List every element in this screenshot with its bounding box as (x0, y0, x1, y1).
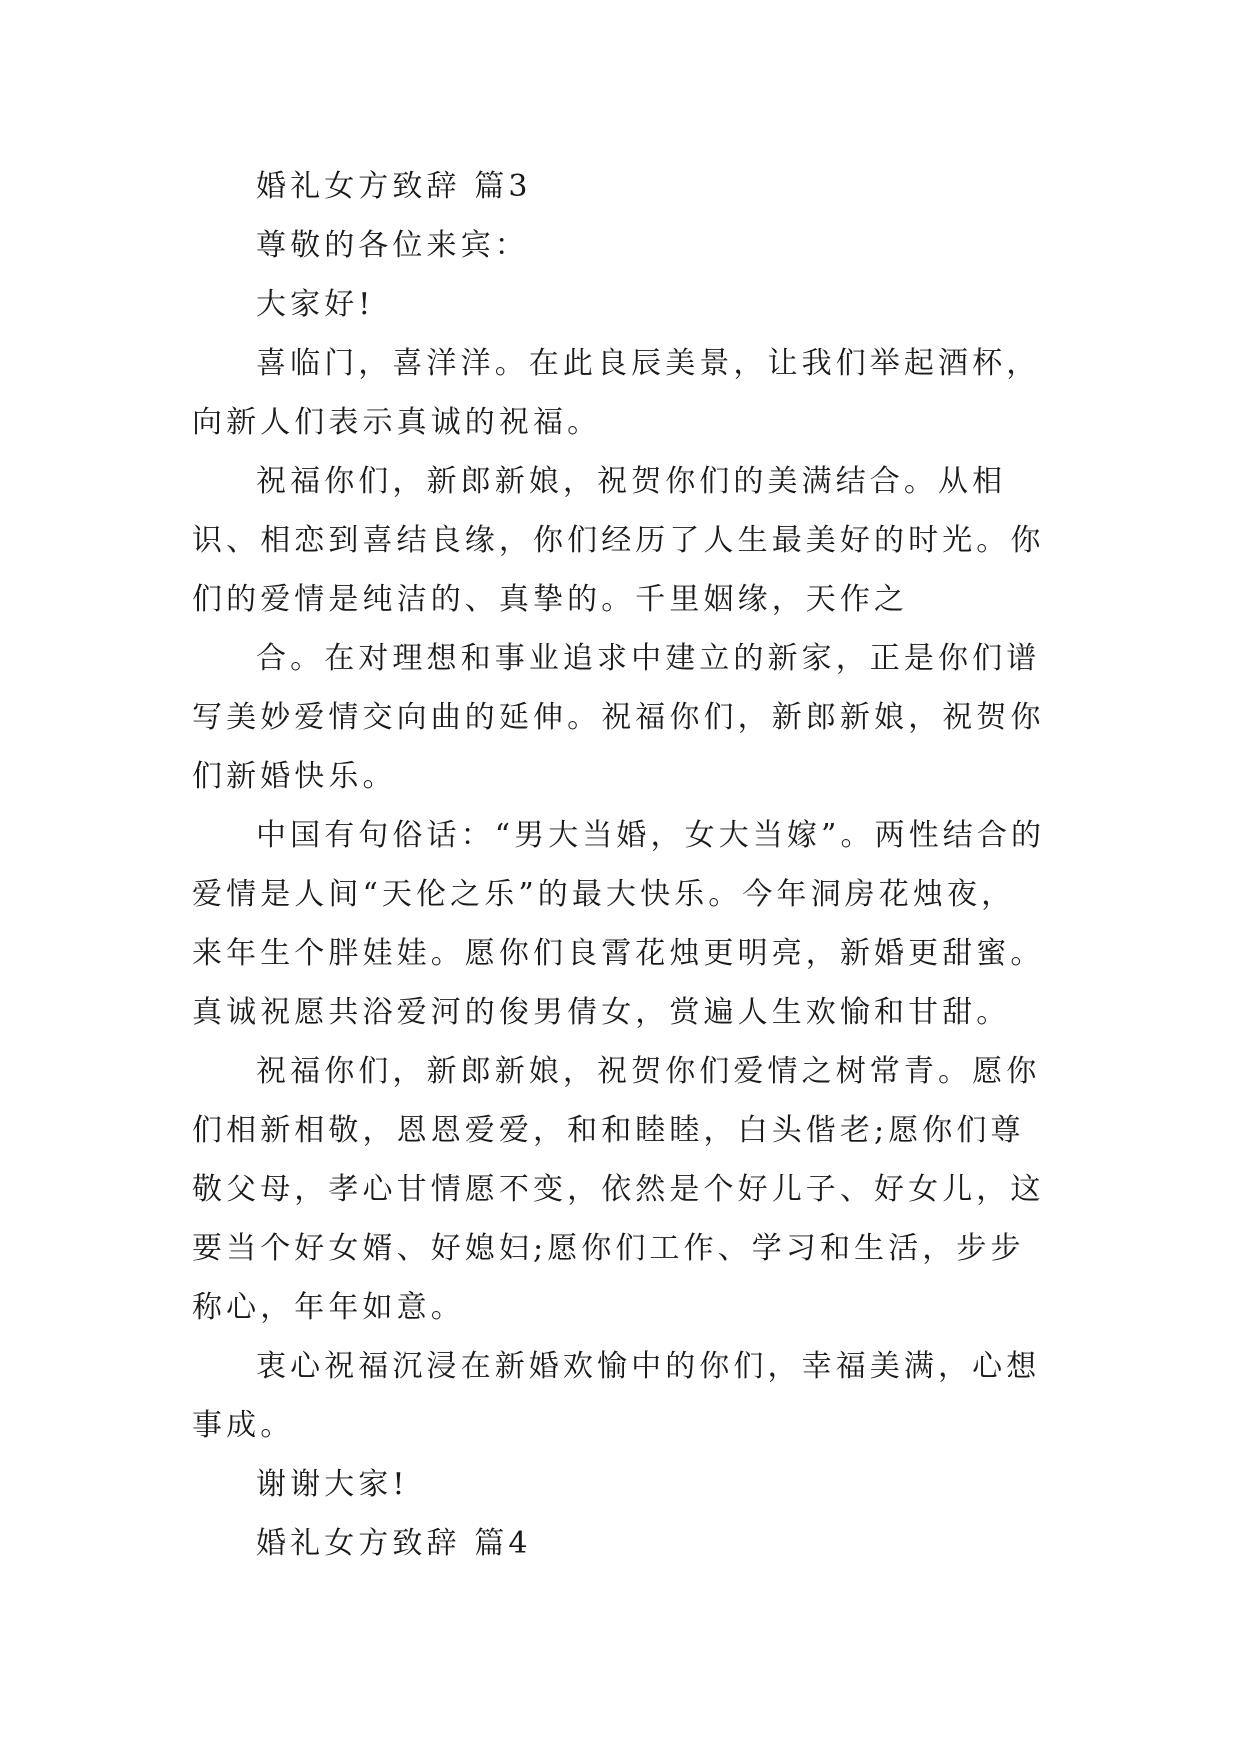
paragraph: 喜临门，喜洋洋。在此良辰美景，让我们举起酒杯，向新人们表示真诚的祝福。 (192, 346, 1041, 440)
greeting: 大家好! (256, 287, 375, 322)
paragraph: 中国有句俗话：“男大当婚，女大当嫁”。两性结合的爱情是人间“天伦之乐”的最大快乐。今年洞房花烛夜，来年生个胖娃娃。愿你们良霄花烛更明亮，新婚更甜蜜。真诚祝愿共浴爱河的俊男倩女，赏遍人生欢愉和甘甜。 (192, 818, 1046, 1030)
paragraph: 祝福你们，新郎新娘，祝贺你们的美满结合。从相识、相恋到喜结良缘，你们经历了人生最美好的时光。你们的爱情是纯洁的、真挚的。千里姻缘，天作之 (192, 464, 1045, 617)
closing: 谢谢大家! (256, 1467, 409, 1502)
paragraph: 衷心祝福沉浸在新婚欢愉中的你们，幸福美满，心想事成。 (192, 1349, 1041, 1443)
section-heading: 婚礼女方致辞 篇4 (256, 1526, 532, 1561)
document-body (192, 157, 1047, 1573)
paragraph: 祝福你们，新郎新娘，祝贺你们爱情之树常青。愿你们相新相敬，恩恩爱爱，和和睦睦，白头偕老;愿你们尊敬父母，孝心甘情愿不变，依然是个好儿子、好女儿，这要当个好女婿、好媳妇;愿你们工作、学习和生活，步步称心，年年如意。 (192, 1054, 1045, 1325)
section-heading: 婚礼女方致辞 篇3 (256, 169, 532, 204)
paragraph: 合。在对理想和事业追求中建立的新家，正是你们谱写美妙爱情交向曲的延伸。祝福你们，新郎新娘，祝贺你们新婚快乐。 (192, 641, 1045, 794)
salutation: 尊敬的各位来宾： (256, 228, 529, 263)
